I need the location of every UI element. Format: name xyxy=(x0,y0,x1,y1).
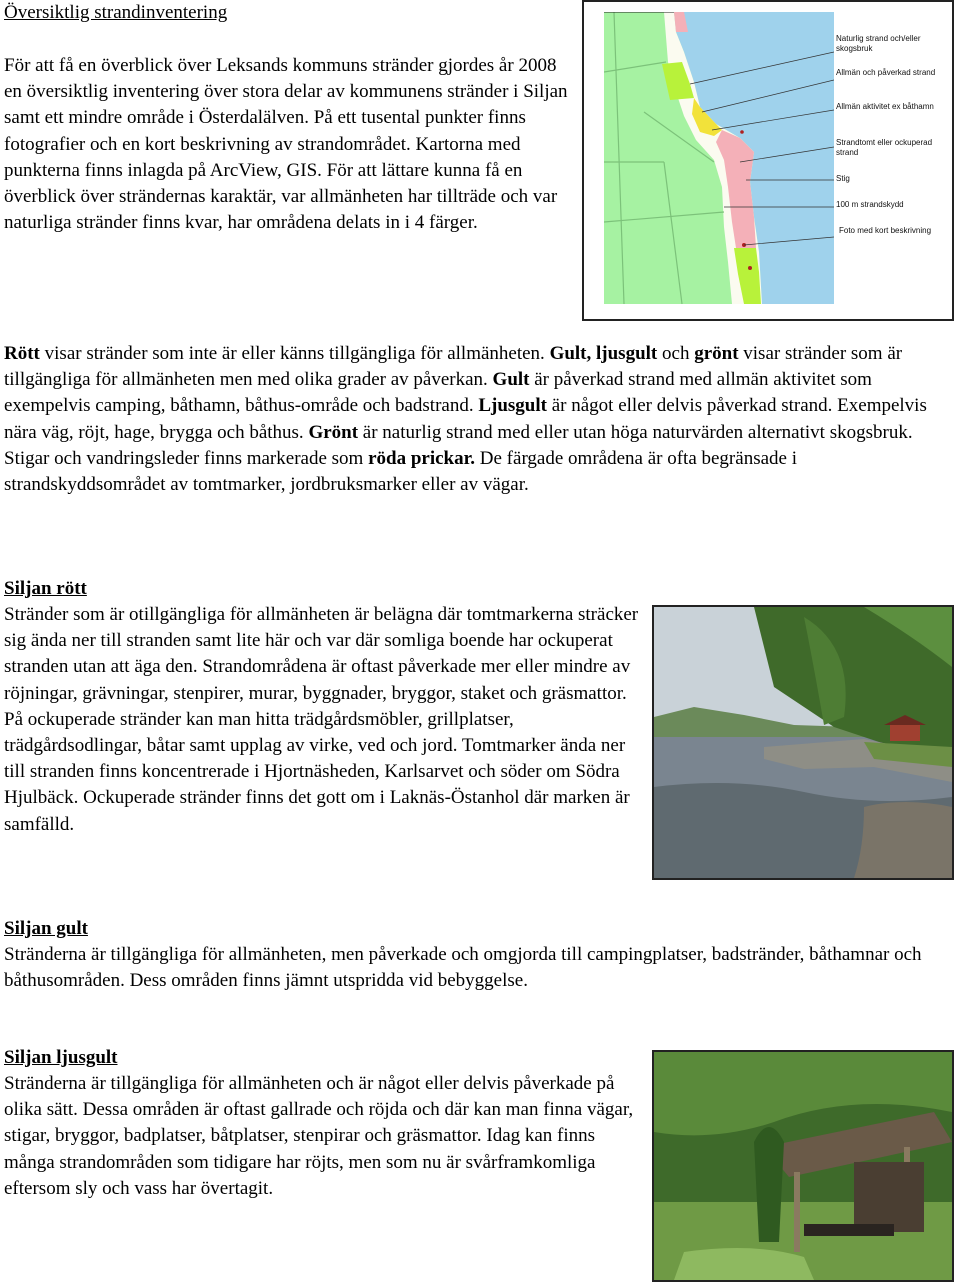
shelter-wall xyxy=(854,1162,924,1232)
intro-paragraph: För att få en överblick över Leksands kommuns stränder gjordes år 2008 en översiktlig inventering över stora delar av kommunens stränder i Siljan samt ett mindre område i Österdalälven. På ett tusental punkter finns fotografier och en kort beskrivning av strandområdet. Kartorna med punkterna finns inlagda på ArcView, GIS. För att lättare kunna få en överblick över strändernas karaktär, var allmänheten har tillträde och var naturliga stränder finns kvar, har områdena delats in i 4 färger. xyxy=(4,55,568,234)
explain-text: visar stränder som är tillgängliga för allmänheten men med olika grader av påverkan. xyxy=(4,343,903,391)
legend-item-natural: Naturlig strand och/eller skogsbruk xyxy=(836,34,921,53)
section-body-red: Stränder som är otillgängliga för allmänheten är belägna där tomtmarkerna sträcker sig ända ner till stranden samt lite här och var där somliga boende har ockuperat stranden utan att äga den. Strandområdena är oftast påverkade mer eller mindre av röjningar, grävningar, stenpirer, murar, byggnader, bryggor, staket och gräsmattor. På ockuperade stränder kan man hitta trädgårdsmöbler, grillplatser, trädgårdsodlingar, båtar samt upplag av virke, ved och jord. Tomtmarker ända ner till stranden finns koncentrerade i Hjortnäsheden, Karlsarvet och söder om Södra Hjulbäck. Ockuperade stränder finns det gott om i Laknäs-Östanhol där marken är samfälld. xyxy=(4,604,639,835)
legend-item-buffer: 100 m strandskydd xyxy=(836,200,904,209)
legend-item-public: Allmän och påverkad strand xyxy=(836,68,936,77)
tree xyxy=(754,1127,784,1242)
shelter-post xyxy=(794,1172,800,1252)
shore-photo-image xyxy=(654,607,952,878)
path-dot xyxy=(748,266,752,270)
red-dots-label: röda prickar. xyxy=(368,447,476,469)
explain-text: är något eller delvis påverkad strand. Exempelvis nära väg, röjt, hage, brygga och båthus. xyxy=(4,395,927,443)
rocky-shore xyxy=(854,802,952,878)
red-label: Rött xyxy=(4,343,40,364)
legend-item-occupied: Strandtomt eller ockuperad strand xyxy=(836,138,933,157)
explain-text: är naturlig strand med eller utan höga naturvärden alternativt skogsbruk. Stigar och vandringsleder finns markerade som xyxy=(4,421,913,469)
section-heading-red: Siljan rött xyxy=(4,578,87,599)
shelter-photo xyxy=(652,1050,954,1282)
page-title: Översiktlig strandinventering xyxy=(4,2,228,23)
light-yellow-label: Ljusgult xyxy=(478,395,547,417)
path-dot xyxy=(740,130,744,134)
section-heading-yellow: Siljan gult xyxy=(4,918,88,939)
cabin xyxy=(890,725,920,741)
fire-pit xyxy=(804,1224,894,1236)
shelter-photo-image xyxy=(654,1052,952,1280)
section-body-yellow: Stränderna är tillgängliga för allmänheten, men påverkade och omgjorda till campingplatser, badstränder, båthamnar och båthusområden. Dess områden finns jämnt utspridda vid bebyggelse. xyxy=(4,944,922,992)
explain-text: De färgade områdena är ofta begränsade i strandskyddsområdet av tomtmarker, jordbruksmarker eller av vägar. xyxy=(4,447,797,496)
section-heading-light-yellow: Siljan ljusgult xyxy=(4,1047,118,1068)
legend-item-path: Stig xyxy=(836,174,850,183)
yellow-definition-label: Gult xyxy=(492,369,530,391)
shoreline-map-figure xyxy=(582,0,954,321)
green-label: grönt xyxy=(694,343,739,364)
yellow-label: Gult, ljusgult xyxy=(549,343,658,364)
shore-photo xyxy=(652,605,954,880)
legend-item-photo: Foto med kort beskrivning xyxy=(839,226,932,235)
color-explanation xyxy=(4,341,954,498)
shoreline-map xyxy=(604,12,834,304)
green-definition-label: Grönt xyxy=(308,421,359,443)
explain-text: är påverkad strand med allmän aktivitet som exempelvis camping, båthamn, båthus-område och badstrand. xyxy=(4,369,872,417)
explain-text: visar stränder som inte är eller känns tillgängliga för allmänheten. xyxy=(39,343,550,364)
section-body-light-yellow: Stränderna är tillgängliga för allmänheten och är något eller delvis påverkade på olika sätt. Dessa områden är oftast gallrade och röjda och där kan man finna vägar, stigar, bryggor, badplatser, båtplatser, stenpirar och gräsmattor. Idag kan finns många strandområden som tidigare har röjts, men som nu är svårframkomliga eftersom sly och vass har övertagit. xyxy=(4,1073,634,1199)
explain-text: och xyxy=(657,343,695,364)
legend-item-activity: Allmän aktivitet ex båthamn xyxy=(836,102,934,111)
